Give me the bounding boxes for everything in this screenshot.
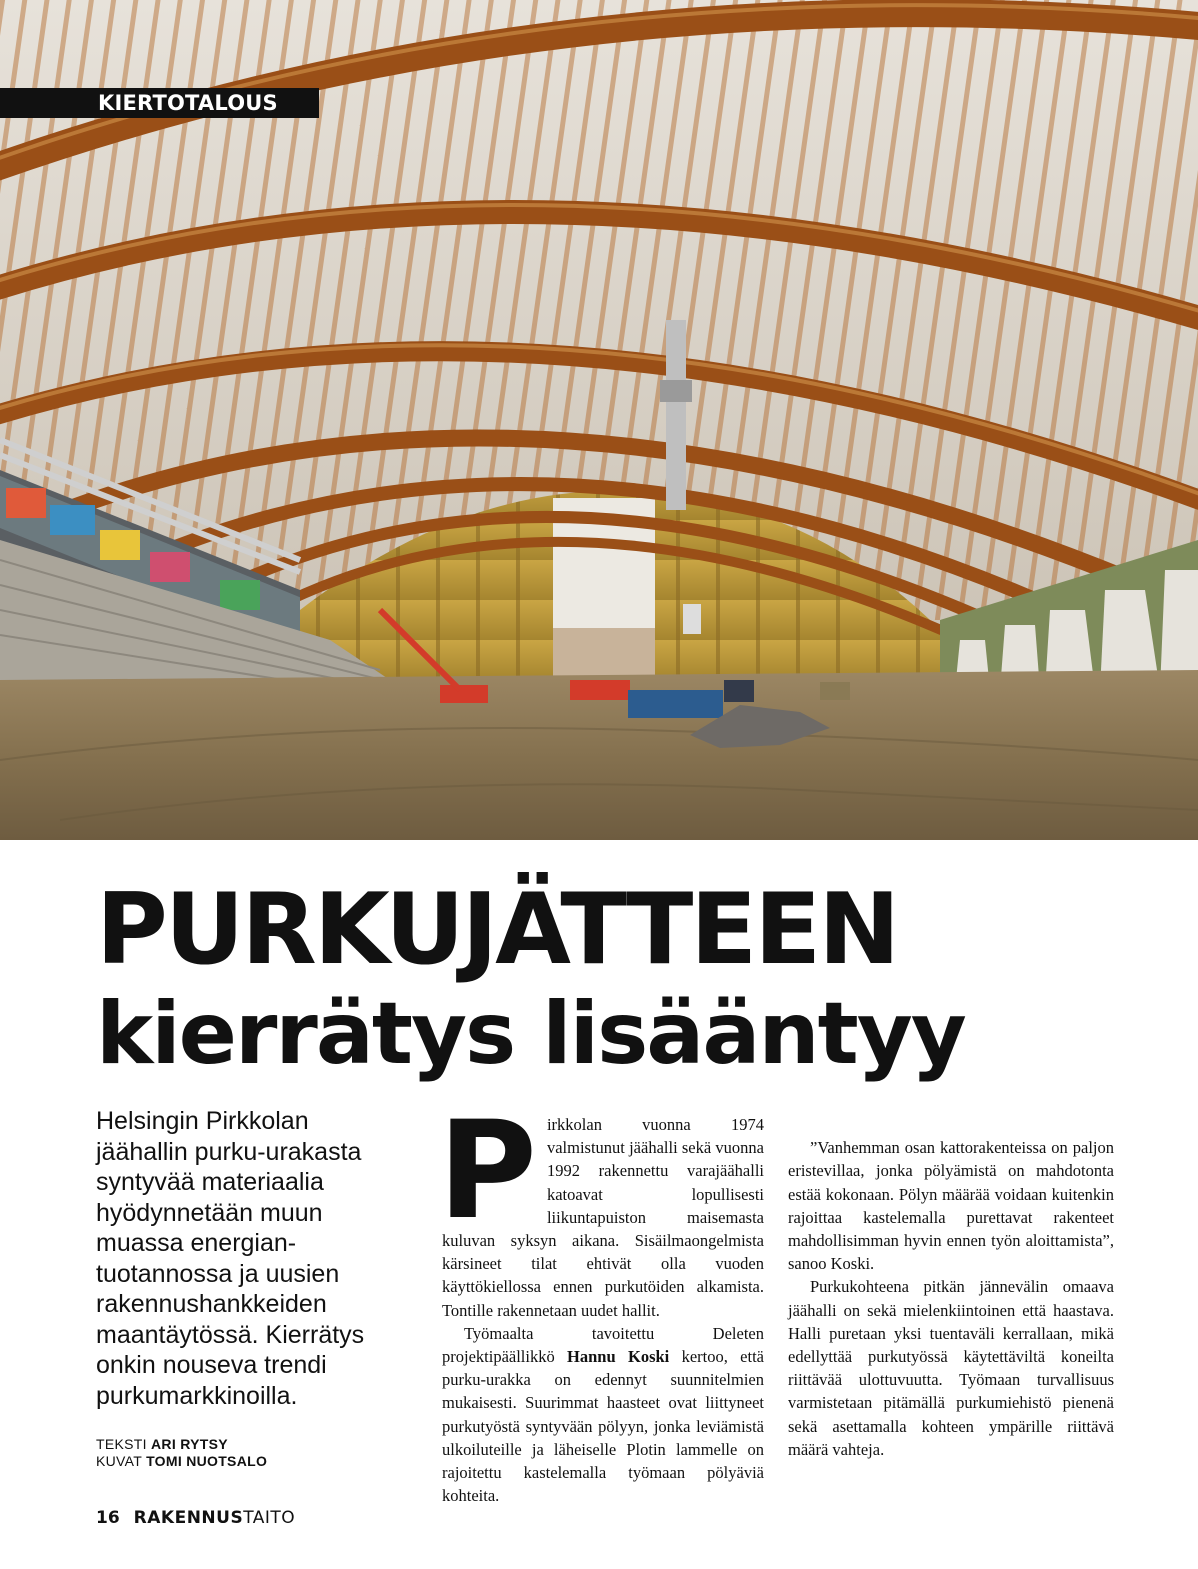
text-credit xyxy=(96,1436,267,1453)
person-name: Hannu Koski xyxy=(567,1347,670,1367)
body-paragraph-2-end: kertoo, että purku-urakka on edennyt suunnitelmien mukaisesti. Suurimmat haasteet ovat liittyneet purkutyöstä syntyvään pölyyn, jonka leviämistä ulkoiluteille ja läheiselle Plotin lammelle on rajoitettu kastelemalla työmaan pölyäviä kohteita. xyxy=(442,1347,764,1506)
body-column-1 xyxy=(438,1092,764,1507)
page-footer xyxy=(96,1508,295,1528)
magazine-name-light: TAITO xyxy=(243,1508,296,1528)
section-tag xyxy=(0,88,319,118)
vent-duct xyxy=(666,320,686,510)
headline-line-2: kierrätys lisääntyy xyxy=(96,984,965,1084)
lead-paragraph: Helsingin Pirkkolan jäähallin purku-urakasta syntyvää materiaalia hyödynnetään muun muassa energian-tuotannossa ja uusien rakennushankkeiden maantäytössä. Kierrätys onkin nouseva trendi purkumarkkinoilla. xyxy=(96,1107,365,1410)
photo-credit xyxy=(96,1453,267,1470)
drop-cap: P xyxy=(438,1092,537,1249)
text-credit-author: ARI RYTSY xyxy=(151,1436,228,1452)
body-paragraph-4: Purkukohteena pitkän jännevälin omaava jäähalli on sekä mielenkiintoinen että haastava. Halli puretaan yksi tuentaväli kerrallaan, mikä edellyttää purkutyössä käytettäviltä koneilta riittävää ulottuvuutta. Työmaan turvallisuus varmistetaan pitämällä purkumiehistö pienenä sekä asettamalla kohteen ympärille riittävä määrä vahteja. xyxy=(788,1277,1114,1459)
credits xyxy=(96,1436,267,1470)
body-paragraph-1 xyxy=(438,1092,764,1322)
page-number: 16 xyxy=(96,1508,120,1528)
body-column-2 xyxy=(788,1113,1114,1461)
headline-line-1: PURKUJÄTTEEN xyxy=(96,873,898,987)
photo-credit-author: TOMI NUOTSALO xyxy=(146,1453,268,1469)
text-credit-label: TEKSTI xyxy=(96,1436,147,1452)
photo-credit-label: KUVAT xyxy=(96,1453,142,1469)
body-paragraph-3: ”Vanhemman osan kattorakenteissa on paljon eristevillaa, jonka pölyämistä on mahdotonta estää kokonaan. Pölyn määrää voidaan kuitenkin rajoittaa kastelemalla purettavat rakenteet mahdollisimman hyvin ennen työn aloittamista”, sanoo Koski. xyxy=(788,1138,1114,1274)
magazine-name-bold: RAKENNUS xyxy=(133,1508,244,1528)
body-paragraph-2 xyxy=(442,1322,764,1508)
section-tag-label: KIERTOTALOUS xyxy=(98,91,278,115)
body-paragraph-1-text: irkkolan vuonna 1974 valmistunut jäähalli sekä vuonna 1992 rakennettu varajäähalli katoavat lopullisesti liikuntapuiston maisemasta kuluvan syksyn aikana. Sisäilmaongelmista kärsineet tilat ehtivät olla vuoden käyttökiellossa ennen purkutöiden alkamista. Tontille rakennetaan uudet hallit. xyxy=(442,1115,764,1320)
body-paragraph-2-start: Työmaalta tavoitettu Deleten projektipäällikkö xyxy=(442,1323,764,1367)
